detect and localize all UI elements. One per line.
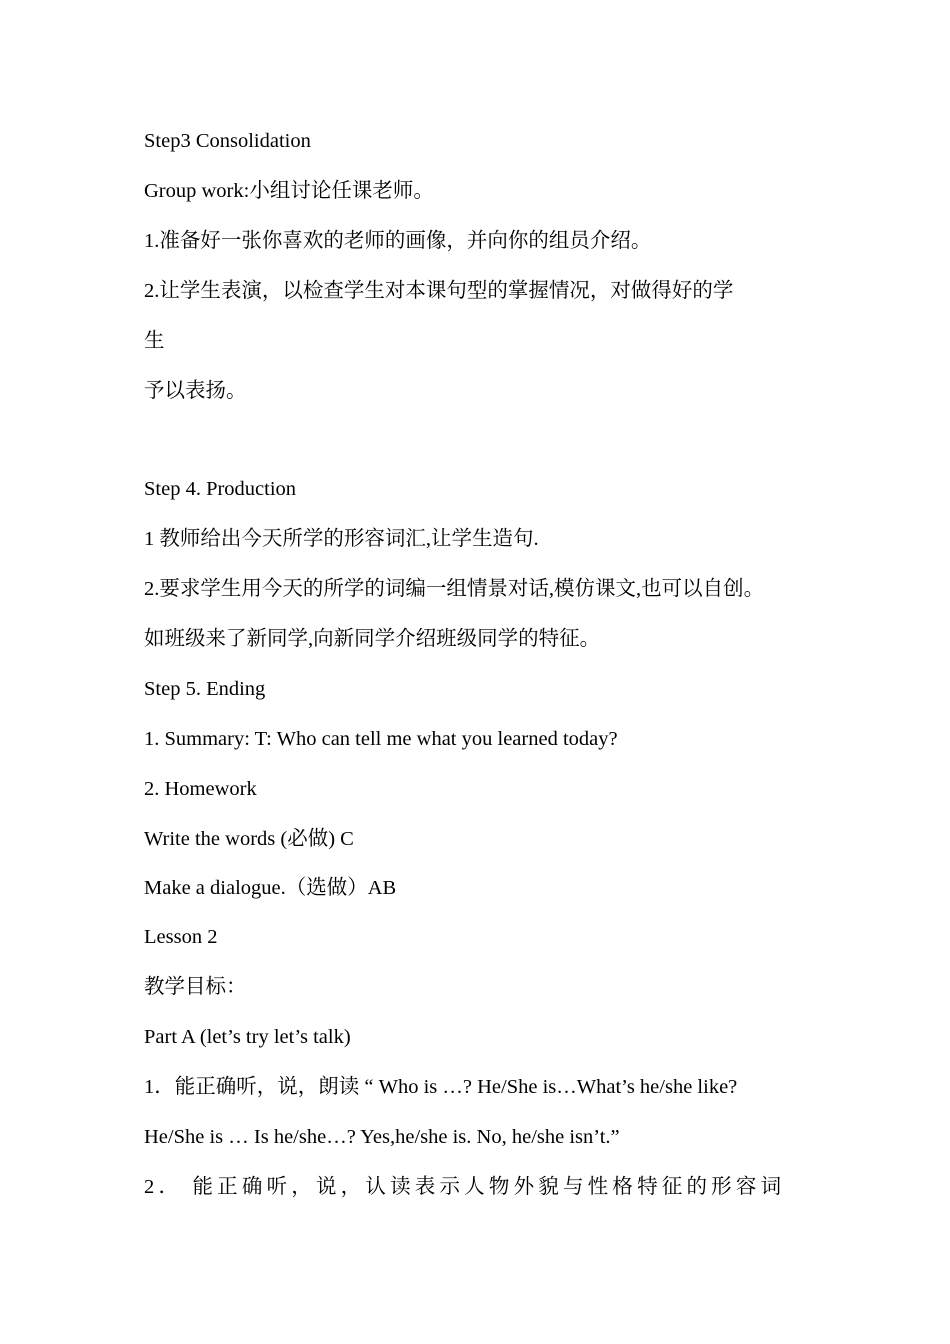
step5-heading: Step 5. Ending — [144, 678, 266, 700]
step4-heading: Step 4. Production — [144, 478, 297, 500]
step3-heading: Step3 Consolidation — [144, 130, 311, 152]
step5-summary: 1. Summary: T: Who can tell me what you learned today? — [144, 728, 618, 750]
part-a-heading: Part A (let’s try let’s talk) — [144, 1026, 351, 1048]
objective-1-cont: He/She is … Is he/she…? Yes,he/she is. No, he/she isn’t.” — [144, 1126, 620, 1148]
step3-item-2-end: 予以表扬。 — [144, 380, 247, 402]
lesson-2-heading: Lesson 2 — [144, 926, 218, 948]
homework-optional: Make a dialogue.（选做）AB — [144, 877, 397, 899]
step4-item-2-example: 如班级来了新同学,向新同学介绍班级同学的特征。 — [144, 628, 601, 650]
teaching-objectives-label: 教学目标： — [144, 976, 247, 998]
step3-item-2: 2.让学生表演，以检查学生对本课句型的掌握情况，对做得好的学 — [144, 280, 734, 302]
step3-item-2-cont: 生 — [144, 330, 165, 352]
step3-item-1: 1.准备好一张你喜欢的老师的画像，并向你的组员介绍。 — [144, 230, 652, 252]
step5-homework: 2. Homework — [144, 778, 257, 800]
objective-1: 1．能正确听，说，朗读 “ Who is …? He/She is…What’s he/she like? — [144, 1076, 738, 1098]
step4-item-2: 2.要求学生用今天的所学的词编一组情景对话,模仿课文,也可以自创。 — [144, 578, 765, 600]
group-work-line: Group work:小组讨论任课老师。 — [144, 180, 434, 202]
homework-required: Write the words (必做) C — [144, 828, 354, 850]
objective-2: 2． 能正确听，说，认读表示人物外貌与性格特征的形容词 — [144, 1176, 786, 1198]
step4-item-1: 1 教师给出今天所学的形容词汇,让学生造句. — [144, 528, 539, 550]
